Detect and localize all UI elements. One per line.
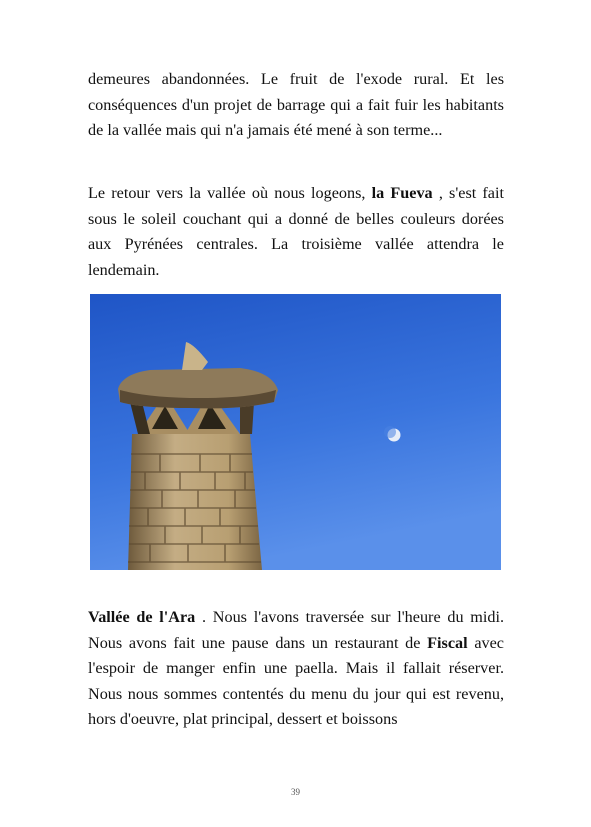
paragraph-text: Le retour vers la vallée où nous logeons,	[88, 184, 372, 202]
place-name-bold: Vallée de l'Ara	[88, 608, 196, 626]
chimney-moon-image	[90, 294, 501, 570]
paragraph-vallee-ara	[88, 605, 504, 733]
paragraph-text: avec l'espoir de manger enfin une paella. Mais il fallait réserver. Nous nous sommes contentés du menu du jour qui est revenu, hors d'oeuvre, plat principal, dessert et boissons	[88, 633, 504, 728]
paragraph-text: . Nous l'avons traversée sur l'heure du midi. Nous avons fait une pause dans un restaurant de	[88, 608, 505, 652]
chimney-photo	[90, 294, 501, 570]
paragraph-exode-rural: demeures abandonnées. Le fruit de l'exode rural. Et les conséquences d'un projet de barrage qui a fait fuir les habitants de la vallée mais qui n'a jamais été mené à son terme...	[88, 70, 504, 139]
paragraph-text: , s'est fait sous le soleil couchant qui a donné de belles couleurs dorées aux Pyrénées centrales. La troisième vallée attendra le lendemain.	[88, 184, 504, 279]
place-name-bold: Fiscal	[427, 633, 468, 652]
place-name-bold: la Fueva	[371, 184, 433, 202]
page-number: 39	[291, 787, 300, 797]
paragraph-retour-fueva	[88, 181, 504, 283]
